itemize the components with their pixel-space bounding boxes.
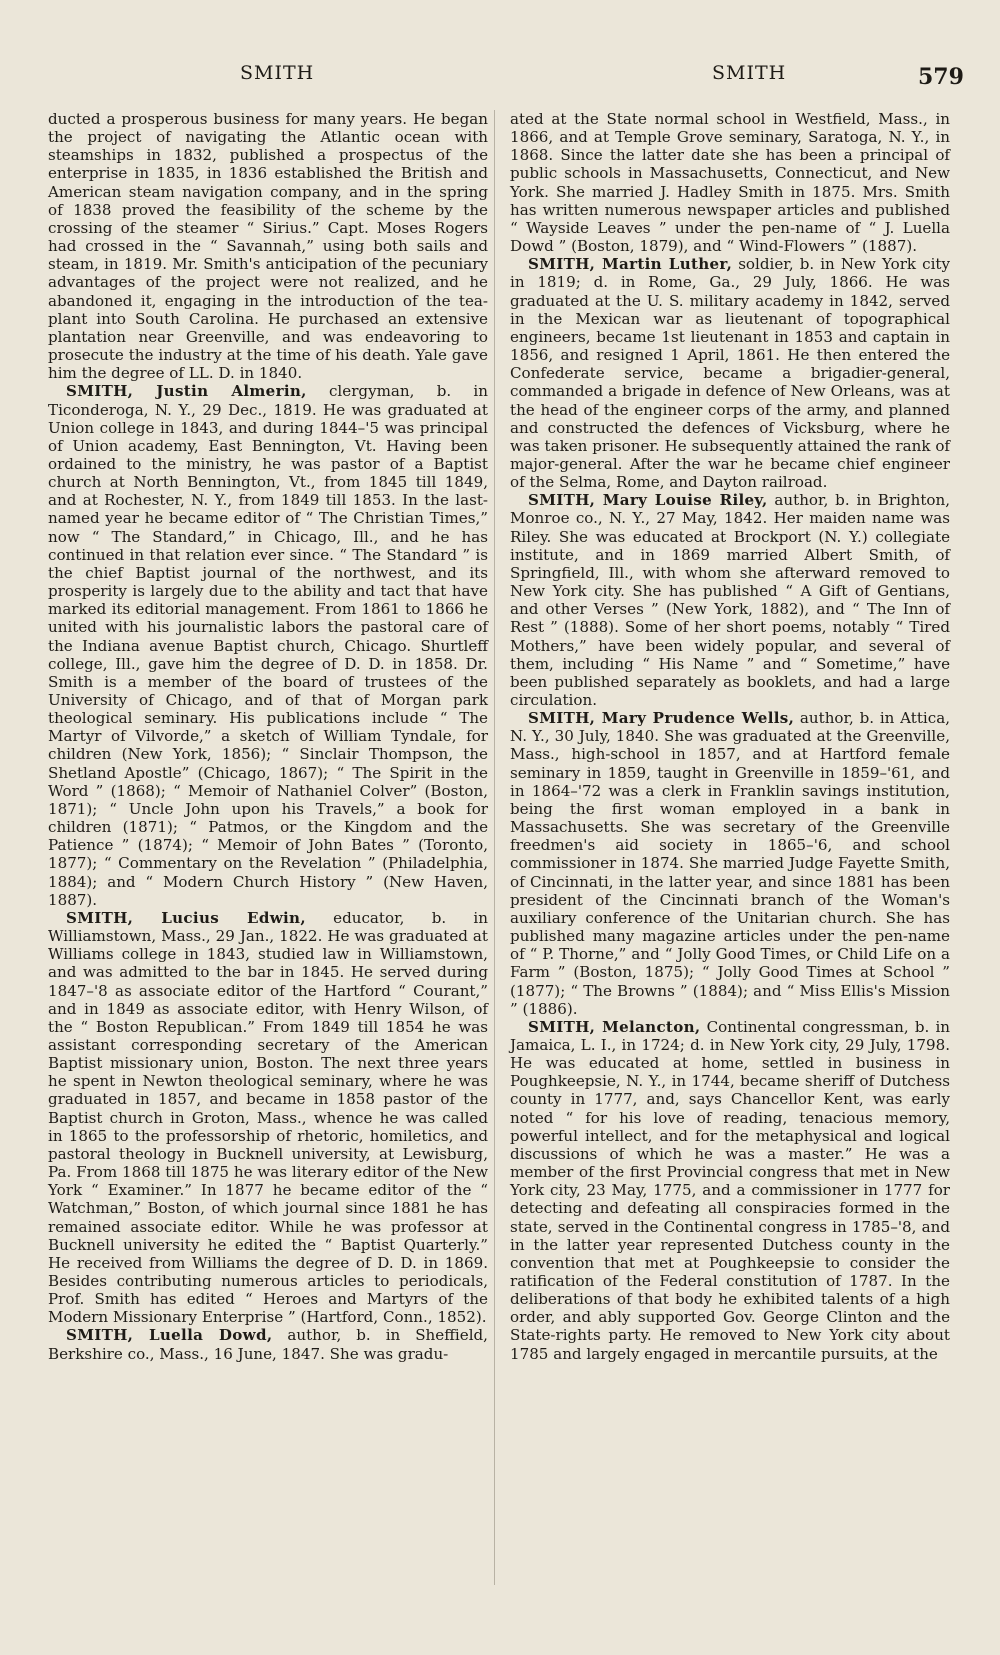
left-column bbox=[48, 110, 488, 1363]
entry-headword: SMITH, Mary Prudence Wells, bbox=[528, 709, 795, 728]
entry-text: ated at the State normal school in Westfield, Mass., in 1866, and at Temple Grove seminary, Saratoga, N. Y., in 1868. Since the latter date she has been a principal of public schools in Massachusetts, Connecticut, and New York. She married J. Hadley Smith in 1875. Mrs. Smith has written numerous newspaper articles and published “ Wayside Leaves ” under the pen-name of “ J. Luella Dowd ” (Boston, 1879), and “ Wind-Flowers ” (1887). bbox=[510, 110, 950, 256]
entry-continuation bbox=[510, 110, 950, 255]
entry-smith-lucius-edwin bbox=[48, 909, 488, 1327]
entry-text: clergyman, b. in Ticonderoga, N. Y., 29 Dec., 1819. He was graduated at Union college in 1843, and during 1844–'5 was principal of Union academy, East Bennington, Vt. Having been ordained to the ministry, he was pastor of a Baptist church at North Bennington, Vt., from 1845 till 1849, and at Rochester, N. Y., from 1849 till 1853. In the last-named year he became editor of “ The Christian Times,” now “ The Standard,” in Chicago, Ill., and he has continued in that relation ever since. “ The Standard ” is the chief Baptist journal of the northwest, and its prosperity is largely due to the ability and tact that have marked its editorial management. From 1861 to 1866 he united with his journalistic labors the pastoral care of the Indiana avenue Baptist church, Chicago. Shurtleff college, Ill., gave him the degree of D. D. in 1858. Dr. Smith is a member of the board of trustees of the University of Chicago, and of that of Morgan park theological seminary. His publications include “ The Martyr of Vilvorde,” a sketch of William Tyndale, for children (New York, 1856); “ Sinclair Thompson, the Shetland Apostle” (Chicago, 1867); “ The Spirit in the Word ” (1868); “ Memoir of Nathaniel Colver” (Boston, 1871); “ Uncle John upon his Travels,” a book for children (1871); “ Patmos, or the Kingdom and the Patience ” (1874); “ Memoir of John Bates ” (Toronto, 1877); “ Commentary on the Revelation ” (Philadelphia, 1884); and “ Modern Church History ” (New Haven, 1887). bbox=[48, 382, 488, 909]
column-divider bbox=[494, 110, 495, 1585]
entry-text: author, b. in Brighton, Monroe co., N. Y., 27 May, 1842. Her maiden name was Riley. She was educated at Brockport (N. Y.) collegiate institute, and in 1869 married Albert Smith, of Springfield, Ill., with whom she afterward removed to New York city. She has published “ A Gift of Gentians, and other Verses ” (New York, 1882), and “ The Inn of Rest ” (1888). Some of her short poems, notably “ Tired Mothers,” have been widely popular, and several of them, including “ His Name ” and “ Sometime,” have been published separately as booklets, and had a large circulation. bbox=[510, 491, 950, 709]
entry-smith-martin-luther bbox=[510, 255, 950, 491]
entry-continuation bbox=[48, 110, 488, 382]
running-head-left: SMITH bbox=[240, 62, 315, 84]
entry-smith-mary-prudence-wells bbox=[510, 709, 950, 1018]
entry-headword: SMITH, Mary Louise Riley, bbox=[528, 491, 768, 510]
right-column bbox=[510, 110, 950, 1363]
entry-headword: SMITH, Justin Almerin, bbox=[66, 382, 307, 401]
entry-text: Continental congressman, b. in Jamaica, L. I., in 1724; d. in New York city, 29 July, 1798. He was educated at home, settled in business in Poughkeepsie, N. Y., in 1744, became sheriff of Dutchess county in 1777, and, says Chancellor Kent, was early noted “ for his love of reading, tenacious memory, powerful intellect, and for the metaphysical and logical discussions of which he was a master.” He was a member of the first Provincial congress that met in New York city, 23 May, 1775, and a commissioner in 1777 for detecting and defeating all conspiracies formed in the state, served in the Continental congress in 1785–'8, and in the latter year represented Dutchess county in the convention that met at Poughkeepsie to consider the ratification of the Federal constitution of 1787. In the deliberations of that body he exhibited talents of a high order, and ably supported Gov. George Clinton and the State-rights party. He removed to New York city about 1785 and largely engaged in mercantile pursuits, at the bbox=[510, 1017, 951, 1363]
entry-text: author, b. in Sheffield, Berkshire co., Mass., 16 June, 1847. She was gradu- bbox=[48, 1326, 488, 1363]
entry-smith-melancton bbox=[510, 1018, 950, 1363]
page-number: 579 bbox=[918, 64, 964, 90]
running-head-right: SMITH bbox=[712, 62, 787, 84]
entry-text: soldier, b. in New York city in 1819; d. in Rome, Ga., 29 July, 1866. He was graduated at the U. S. military academy in 1842, served in the Mexican war as lieutenant of topographical engineers, became 1st lieutenant in 1853 and captain in 1856, and resigned 1 April, 1861. He then entered the Confederate service, became a brigadier-general, commanded a brigade in defence of New Orleans, was at the head of the engineer corps of the army, and planned and constructed the defences of Vicksburg, where he was taken prisoner. He subsequently attained the rank of major-general. After the war he became chief engineer of the Selma, Rome, and Dayton railroad. bbox=[510, 255, 950, 492]
entry-smith-luella-dowd bbox=[48, 1326, 488, 1362]
entry-smith-mary-louise-riley bbox=[510, 491, 950, 709]
entry-text: author, b. in Attica, N. Y., 30 July, 1840. She was graduated at the Greenville, Mass., high-school in 1857, and at Hartford female seminary in 1859, taught in Greenville in 1859–'61, and in 1864–'72 was a clerk in Franklin savings institution, being the first woman employed in a bank in Massachusetts. She was secretary of the Greenville freedmen's aid society in 1865–'6, and school commissioner in 1874. She married Judge Fayette Smith, of Cincinnati, in the latter year, and since 1881 has been president of the Cincinnati branch of the Woman's auxiliary conference of the Unitarian church. She has published many magazine articles under the pen-name of “ P. Thorne,” and “ Jolly Good Times, or Child Life on a Farm ” (Boston, 1875); “ Jolly Good Times at School ” (1877); “ The Browns ” (1884); and “ Miss Ellis's Mission ” (1886). bbox=[510, 709, 950, 1018]
entry-text: educator, b. in Williamstown, Mass., 29 Jan., 1822. He was graduated at Williams college in 1843, studied law in Williamstown, and was admitted to the bar in 1845. He served during 1847–'8 as associate editor of the Hartford “ Courant,” and in 1849 as associate editor, with Henry Wilson, of the “ Boston Republican.” From 1849 till 1854 he was assistant corresponding secretary of the American Baptist missionary union, Boston. The next three years he spent in Newton theological seminary, where he was graduated in 1857, and became in 1858 pastor of the Baptist church in Groton, Mass., whence he was called in 1865 to the professorship of rhetoric, homiletics, and pastoral theology in Bucknell university, at Lewisburg, Pa. From 1868 till 1875 he was literary editor of the New York “ Examiner.” In 1877 he became editor of the “ Watchman,” Boston, of which journal since 1881 he has remained associate editor. While he was professor at Bucknell university he edited the “ Baptist Quarterly.” He received from Williams the degree of D. D. in 1869. Besides contributing numerous articles to periodicals, Prof. Smith has edited “ Heroes and Martyrs of the Modern Missionary Enterprise ” (Hartford, Conn., 1852). bbox=[48, 908, 488, 1327]
entry-headword: SMITH, Martin Luther, bbox=[528, 255, 733, 274]
entry-headword: SMITH, Melancton, bbox=[528, 1017, 701, 1036]
entry-headword: SMITH, Lucius Edwin, bbox=[66, 908, 306, 927]
entry-headword: SMITH, Luella Dowd, bbox=[66, 1326, 273, 1345]
entry-text: ducted a prosperous business for many years. He began the project of navigating the Atlantic ocean with steamships in 1832, published a prospectus of the enterprise in 1835, in 1836 established the British and American steam navigation company, and in the spring of 1838 proved the feasibility of the scheme by the crossing of the steamer “ Sirius.” Capt. Moses Rogers had crossed in the “ Savannah,” using both sails and steam, in 1819. Mr. Smith's anticipation of the pecuniary advantages of the project were not realized, and he abandoned it, engaging in the introduction of the tea-plant into South Carolina. He purchased an extensive plantation near Greenville, and was endeavoring to prosecute the industry at the time of his death. Yale gave him the degree of LL. D. in 1840. bbox=[48, 110, 488, 383]
entry-smith-justin-almerin bbox=[48, 382, 488, 909]
